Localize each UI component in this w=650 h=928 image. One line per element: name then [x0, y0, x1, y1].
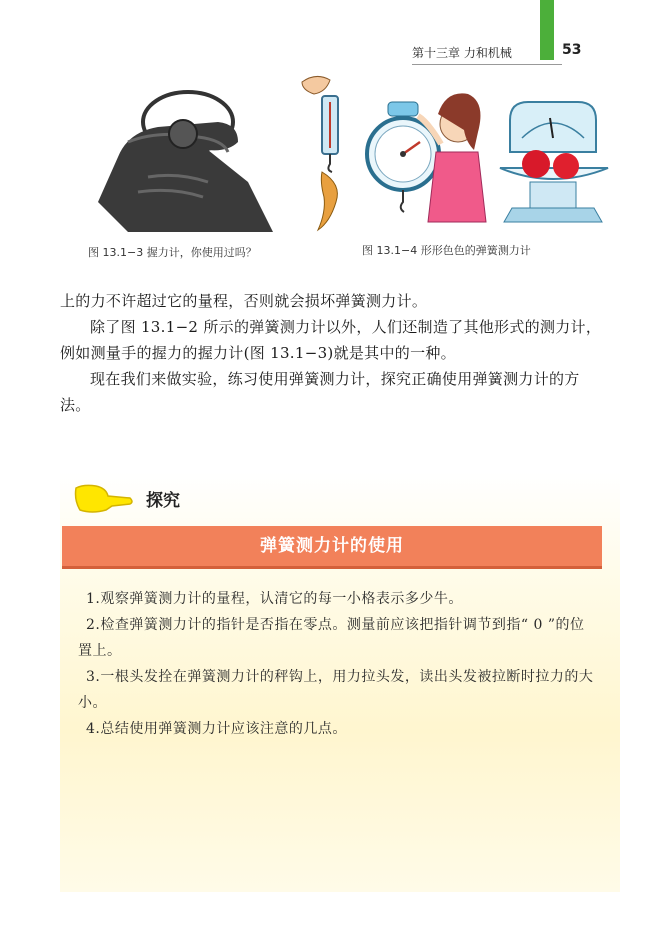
paragraph-2: 除了图 13.1−2 所示的弹簧测力计以外，人们还制造了其他形式的测力计，例如测量手的握力的握力计(图 13.1−3)就是其中的一种。 — [60, 318, 602, 362]
chapter-header: 第十三章 力和机械 — [412, 46, 512, 60]
hand-dynamometer-icon — [88, 82, 278, 232]
body-paragraphs — [60, 288, 605, 418]
step-4: 4.总结使用弹簧测力计应该注意的几点。 — [86, 721, 347, 737]
hand-dynamometer-figure — [88, 82, 278, 232]
step-2: 2.检查弹簧测力计的指针是否指在零点。测量前应该把指针调节到指“ 0 ”的位置上。 — [78, 617, 585, 659]
pointing-hand-icon — [72, 480, 136, 516]
paragraph-1: 上的力不许超过它的量程，否则就会损坏弹簧测力计。 — [60, 292, 428, 310]
step-1: 1.观察弹簧测力计的量程，认清它的每一小格表示多少牛。 — [86, 591, 463, 607]
explore-steps — [78, 586, 598, 742]
paragraph-3: 现在我们来做实验，练习使用弹簧测力计，探究正确使用弹簧测力计的方法。 — [60, 370, 580, 414]
page-number: 53 — [562, 42, 582, 58]
header-rule — [412, 64, 562, 65]
spring-scales-illustration — [296, 72, 610, 232]
explore-title: 弹簧测力计的使用 — [260, 536, 404, 556]
explore-label: 探究 — [146, 491, 180, 511]
spring-scales-figure — [296, 72, 610, 232]
step-3: 3.一根头发拴在弹簧测力计的秤钩上，用力拉头发，读出头发被拉断时拉力的大小。 — [78, 669, 594, 711]
chapter-color-tab — [540, 0, 554, 60]
figure-caption-13-1-3: 图 13.1−3 握力计，你使用过吗？ — [88, 246, 257, 259]
figure-caption-13-1-4: 图 13.1−4 形形色色的弹簧测力计 — [362, 244, 531, 257]
explore-title-band — [62, 526, 602, 569]
